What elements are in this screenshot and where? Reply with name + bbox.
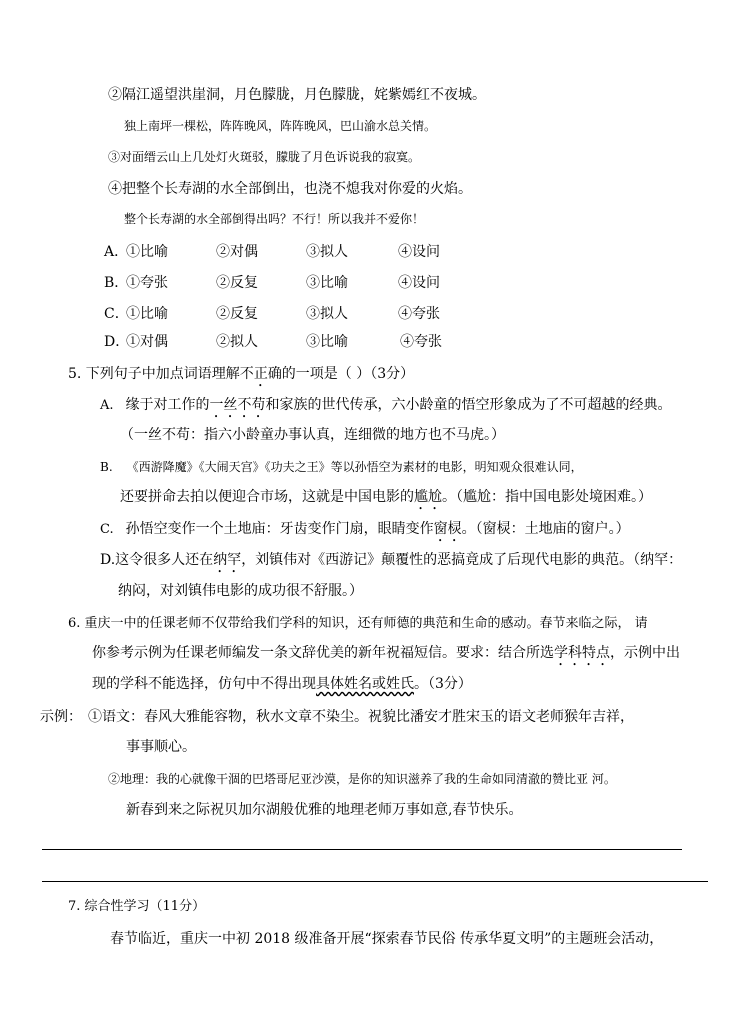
poem-line-2: ②隔江遥望洪崖洞，月色朦胧，月色朦胧，姹紫嫣红不夜城。 — [108, 87, 486, 103]
q5-stem-text: 5. 下列句子中加点词语理解不 — [68, 366, 254, 382]
option-item: ②拟人 — [216, 334, 258, 350]
poem-line-3: ③对面缙云山上几处灯火斑驳，朦胧了月色诉说我的寂寞。 — [108, 150, 421, 164]
answer-line-2 — [42, 881, 708, 882]
option-item: ①比喻 — [126, 244, 168, 260]
q6-example-1b: 事事顺心。 — [126, 739, 196, 755]
q5-b-dotted: 尴尬 — [414, 489, 442, 505]
q5-d-dotted: 纳罕 — [213, 552, 242, 568]
option-item: ④设问 — [398, 275, 440, 291]
option-item: ④夸张 — [398, 306, 440, 322]
option-item: ④设问 — [398, 244, 440, 260]
option-item: ③比喻 — [306, 334, 348, 350]
q5-c-text: 孙悟空变作一个土地庙：牙齿变作门扇，眼睛变作 — [125, 521, 434, 537]
q5-option-a — [100, 397, 672, 421]
q6-example-label: 示例： — [40, 709, 82, 725]
q6-l2-dotted: 学科特点 — [554, 645, 610, 661]
answer-line-1 — [42, 849, 682, 850]
q5-option-c — [100, 521, 630, 545]
q6-l2-text-end: ，示例中出 — [610, 645, 680, 661]
q6-example-1 — [40, 710, 634, 724]
q5-b-text-end: 。（尴尬：指中国电影处境困难。） — [442, 489, 652, 505]
option-item: ③拟人 — [306, 244, 348, 260]
option-letter: B． — [104, 275, 129, 291]
q5-a-note: （一丝不苟：指六小龄童办事认真，连细微的地方也不马虎。） — [120, 427, 505, 443]
q6-l3-wavy: 具体姓名或姓氏 — [316, 676, 414, 692]
q6-line-3 — [92, 677, 472, 691]
q5-c-label: C. — [100, 522, 114, 537]
option-item: ④夸张 — [400, 334, 442, 350]
q5-a-label: A. — [100, 398, 114, 413]
option-letter: D． — [104, 334, 130, 350]
q5-d-line2: 纳闷，对刘镇伟电影的成功很不舒服。） — [118, 583, 363, 599]
q6-example-1-text: ①语文：春风大雅能容物，秋水文章不染尘。祝貌比潘安才胜宋玉的语文老师猴年吉祥， — [88, 709, 634, 725]
option-letter: C． — [104, 306, 129, 322]
q5-b-line2 — [120, 489, 652, 513]
option-item: ①对偶 — [126, 334, 168, 350]
q6-example-2: ②地理：我的心就像干涸的巴塔哥尼亚沙漠，是你的知识滋养了我的生命如同清澈的赞比亚 河。 — [108, 772, 616, 786]
q5-b-label: B. — [100, 460, 113, 474]
q6-line-2 — [92, 645, 680, 669]
q5-d-text: D.这令很多人还在 — [100, 552, 214, 568]
q5-stem-text-end: 确的一项是（ ）（3分） — [267, 366, 415, 382]
q5-a-text: 缘于对工作的 — [125, 397, 210, 413]
q6-l3-text-end: 。（3分） — [414, 676, 472, 692]
option-item: ③拟人 — [306, 306, 348, 322]
option-item: ①夸张 — [126, 275, 168, 291]
q5-option-d — [100, 552, 682, 576]
q5-b-text: 《西游降魔》《大闹天宫》《功夫之王》等以孙悟空为素材的电影，明知观众很难认同， — [126, 460, 583, 474]
q5-d-text-end: ，刘镇伟对《西游记》颠覆性的恶搞竟成了后现代电影的典范。（纳罕： — [241, 552, 683, 568]
q5-c-text-end: 。（窗棂：土地庙的窗户。） — [461, 521, 630, 537]
q5-a-dotted: 一丝不苟 — [209, 397, 266, 413]
option-item: ②反复 — [216, 306, 258, 322]
q5-stem-dotted: 正 — [253, 366, 268, 382]
q7-line-1: 春节临近，重庆一中初 2018 级准备开展“探索春节民俗 传承华夏文明”的主题班会活动， — [110, 931, 664, 947]
q5-b-text2: 还要拼命去拍以便迎合市场，这就是中国电影的 — [120, 489, 414, 505]
q5-option-b — [100, 461, 583, 473]
q5-stem — [68, 366, 414, 390]
q5-a-text-end: 和家族的世代传承，六小龄童的悟空形象成为了不可超越的经典。 — [265, 397, 672, 413]
option-letter: A． — [104, 244, 129, 260]
q5-c-dotted: 窗棂 — [433, 521, 462, 537]
option-item: ②反复 — [216, 275, 258, 291]
option-item: ②对偶 — [216, 244, 258, 260]
poem-line-4: ④把整个长寿湖的水全部倒出，也浇不熄我对你爱的火焰。 — [108, 181, 472, 197]
q6-l2-text: 你参考示例为任课老师编发一条文辞优美的新年祝福短信。要求：结合所选 — [92, 645, 554, 661]
poem-line-2b: 独上南坪一棵松，阵阵晚风，阵阵晚风，巴山渝水总关情。 — [124, 119, 437, 133]
option-item: ①比喻 — [126, 306, 168, 322]
q6-example-2b: 新春到来之际祝贝加尔湖般优雅的地理老师万事如意,春节快乐。 — [126, 802, 523, 818]
poem-line-4b: 整个长寿湖的水全部倒得出吗？不行！所以我并不爱你！ — [124, 212, 425, 226]
option-item: ③比喻 — [306, 275, 348, 291]
q6-l3-text: 现的学科不能选择，仿句中不得出现 — [92, 676, 316, 692]
q6-line-1: 6. 重庆一中的任课老师不仅带给我们学科的知识，还有师德的典范和生命的感动。春节来临之际， 请 — [68, 616, 648, 631]
q7-title: 7. 综合性学习（11分） — [68, 899, 206, 914]
